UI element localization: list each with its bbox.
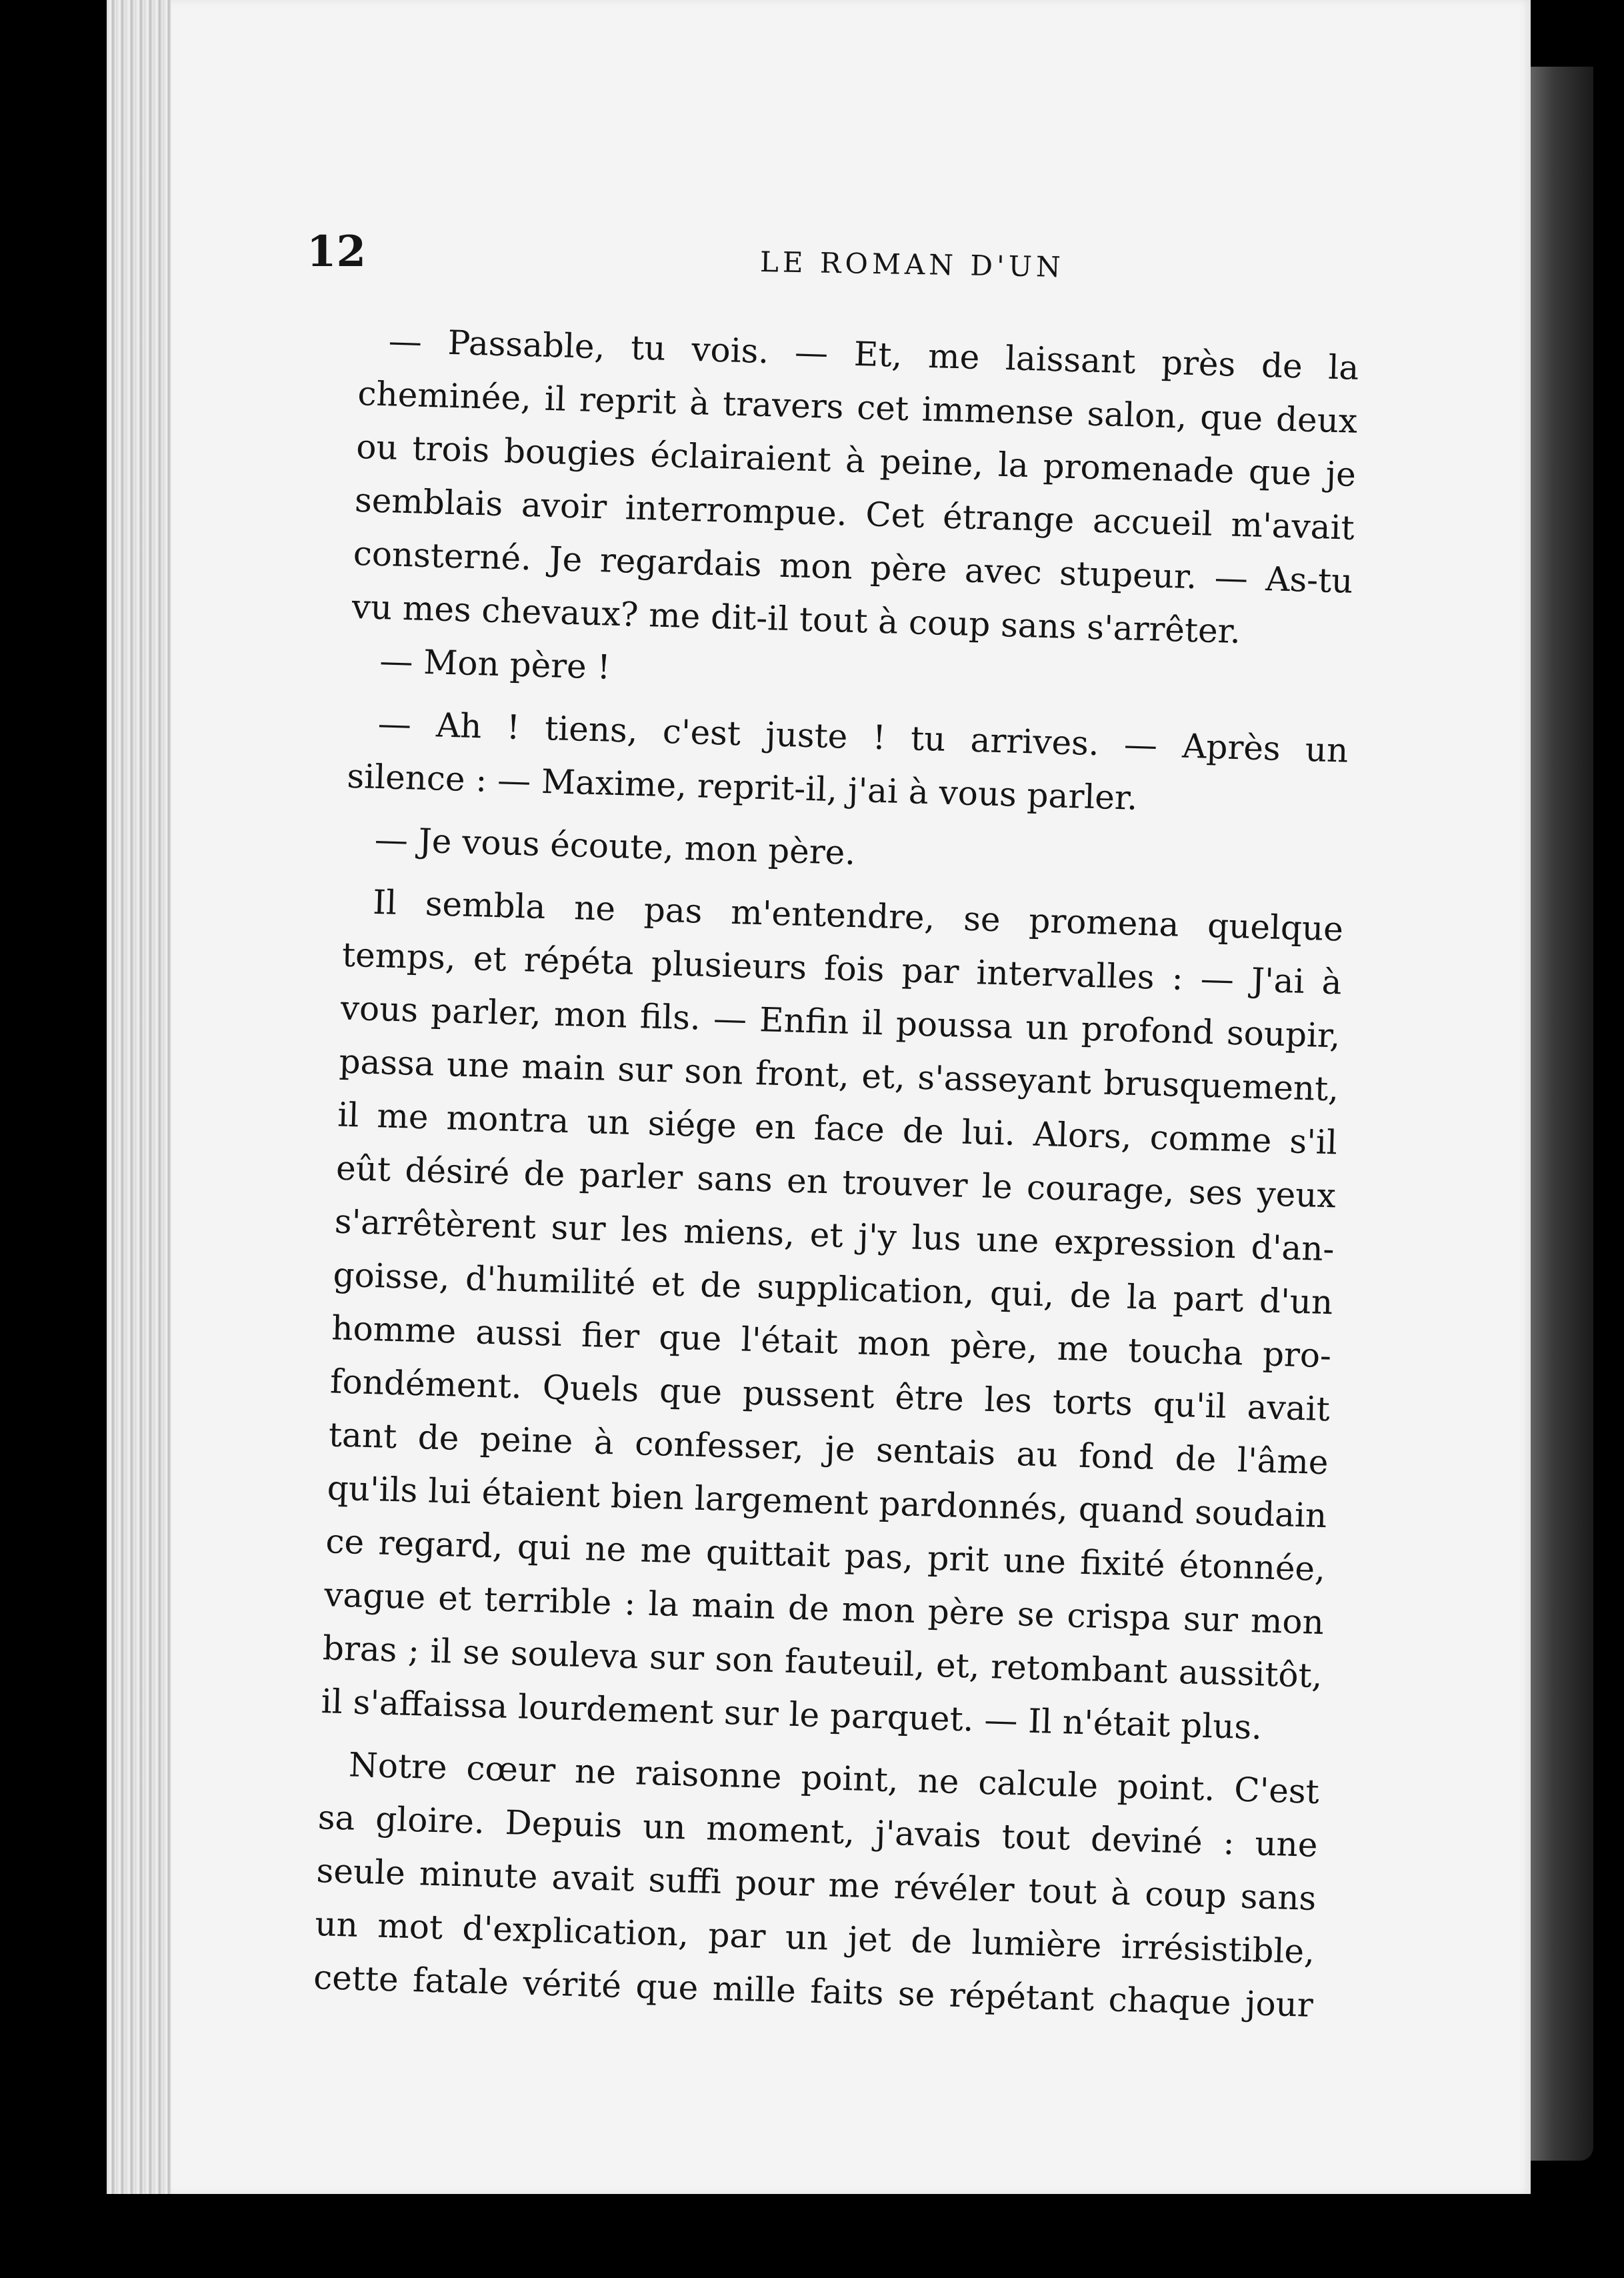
text-line: consterné. Je regardais mon père avec stupeur. — As-tu bbox=[353, 533, 1354, 601]
text-line: ce regard, qui ne me quittait pas, prit une fixité étonnée, bbox=[325, 1522, 1326, 1589]
text-line: semblais avoir interrompue. Cet étrange accueil m'avait bbox=[354, 480, 1355, 547]
text-line: homme aussi fier que l'était mon père, me toucha pro- bbox=[331, 1308, 1332, 1376]
text-line: cheminée, il reprit à travers cet immense salon, que deux bbox=[357, 373, 1358, 441]
text-line: — Passable, tu vois. — Et, me laissant près de la bbox=[388, 321, 1360, 387]
page-header bbox=[307, 220, 1440, 300]
text-line: ou trois bougies éclairaient à peine, la promenade que je bbox=[355, 427, 1357, 494]
text-line: — Ah ! tiens, c'est juste ! tu arrives. — Après un bbox=[377, 704, 1349, 770]
text-line: Notre cœur ne raisonne point, ne calcule point. C'est bbox=[348, 1745, 1320, 1812]
text-line: — Mon père ! bbox=[379, 642, 611, 687]
text-line: eût désiré de parler sans en trouver le courage, ses yeux bbox=[335, 1148, 1337, 1216]
page-edges bbox=[107, 0, 175, 2194]
text-line: silence : — Maxime, reprit-il, j'ai à vous parler. bbox=[346, 756, 1139, 818]
text-line: sa gloire. Depuis un moment, j'avais tout deviné : une bbox=[317, 1798, 1319, 1865]
text-line: Il sembla ne pas m'entendre, se promena quelque bbox=[372, 882, 1344, 949]
text-line: il s'affaissa lourdement sur le parquet. — Il n'était plus. bbox=[321, 1682, 1263, 1747]
text-line: fondément. Quels que pussent être les torts qu'il avait bbox=[329, 1362, 1331, 1429]
text-line: temps, et répéta plusieurs fois par intervalles : — J'ai à bbox=[341, 935, 1343, 1002]
text-line: il me montra un siége en face de lui. Alors, comme s'il bbox=[337, 1095, 1338, 1162]
text-line: tant de peine à confesser, je sentais au fond de l'âme bbox=[328, 1415, 1329, 1482]
text-line: s'arrêtèrent sur les miens, et j'y lus une expression d'an- bbox=[334, 1202, 1335, 1269]
text-line: vague et terrible : la main de mon père se crispa sur mon bbox=[323, 1575, 1325, 1642]
text-line: vu mes chevaux? me dit-il tout à coup sans s'arrêter. bbox=[351, 587, 1241, 652]
text-line: passa une main sur son front, et, s'asseyant brusquement, bbox=[338, 1042, 1339, 1109]
text-line: un mot d'explication, par un jet de lumière irrésistible, bbox=[314, 1905, 1315, 1971]
running-head: LE ROMAN D'UN bbox=[759, 245, 1065, 283]
text-line: qu'ils lui étaient bien largement pardonnés, quand soudain bbox=[326, 1468, 1328, 1536]
page-number: 12 bbox=[307, 227, 367, 277]
text-line: goisse, d'humilité et de supplication, qui, de la part d'un bbox=[332, 1255, 1333, 1322]
body-text bbox=[313, 313, 1359, 2032]
text-line: vous parler, mon fils. — Enfin il poussa un profond soupir, bbox=[340, 988, 1341, 1056]
text-line: bras ; il se souleva sur son fauteuil, et, retombant aussitôt, bbox=[322, 1628, 1323, 1696]
text-line: cette fatale vérité que mille faits se répétant chaque jour bbox=[313, 1958, 1314, 2025]
text-line: seule minute avait suffi pour me révéler tout à coup sans bbox=[315, 1851, 1317, 1918]
text-line: — Je vous écoute, mon père. bbox=[374, 820, 856, 873]
